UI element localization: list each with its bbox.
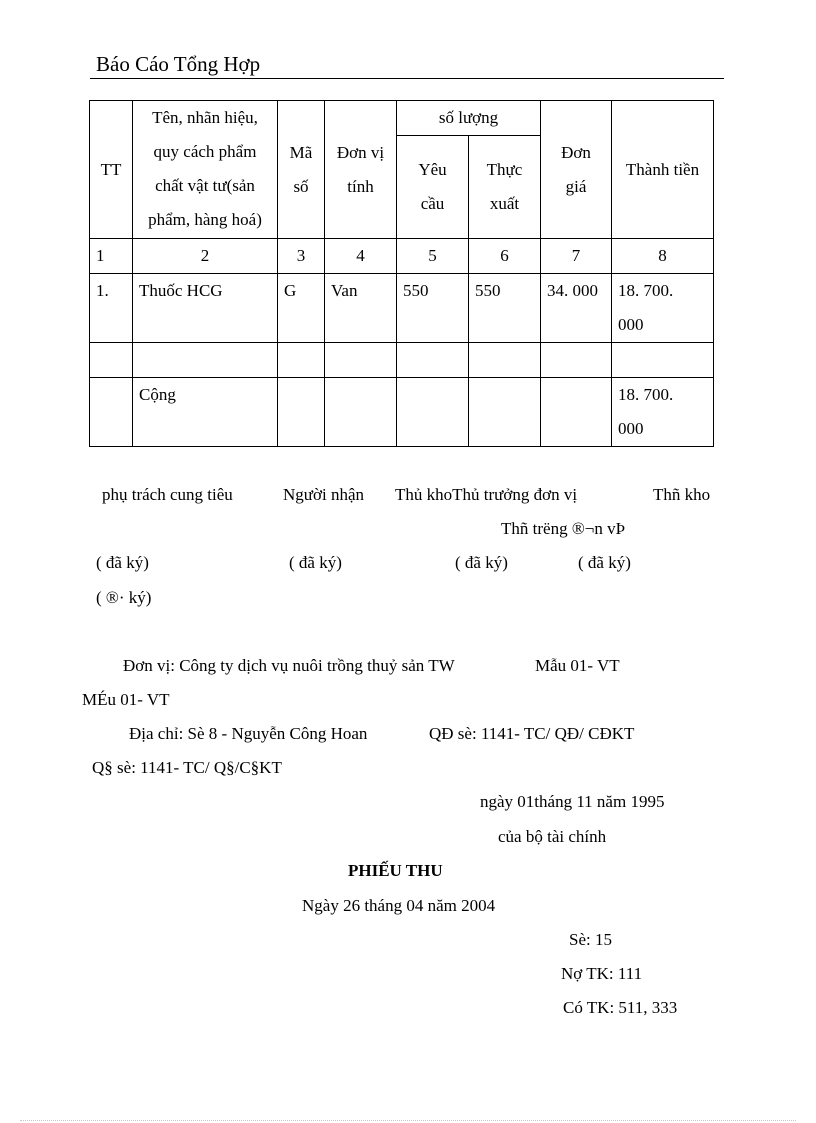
- materials-table: [89, 100, 714, 447]
- sig-thu-kho-thu-truong: Thủ khoThủ trưởng đơn vị: [395, 485, 578, 504]
- header-ten: Tên, nhãn hiệu, quy cách phẩm chất vật tư(sản phẩm, hàng hoá): [133, 101, 278, 239]
- row-yeu-cau: 550: [397, 274, 469, 343]
- form-dia-chi: Địa chỉ: Sè 8 - Nguyễn Công Hoan: [129, 724, 368, 743]
- row-don-vi: Van: [325, 274, 397, 343]
- header-ma-so: Mã số: [278, 101, 325, 239]
- form-mau: Mẫu 01- VT: [535, 656, 620, 675]
- form-ngay-qd: ngày 01tháng 11 năm 1995: [480, 792, 665, 811]
- row-don-gia: 34. 000: [541, 274, 612, 343]
- index-cell: 2: [133, 239, 278, 274]
- page-header-title: Báo Cáo Tổng Hợp: [96, 52, 261, 76]
- row-tt: 1.: [90, 274, 133, 343]
- form-qd-garbled: Q§ sè: 1141- TC/ Q§/C§KT: [92, 758, 282, 777]
- form-no-tk: Nợ TK: 111: [561, 964, 643, 983]
- form-qd: QĐ sè: 1141- TC/ QĐ/ CĐKT: [429, 724, 635, 743]
- header-thuc-xuat: Thực xuất: [469, 136, 541, 239]
- sig-thu-kho-garbled: Thñ kho: [653, 485, 711, 504]
- table-total-row: [90, 378, 714, 447]
- form-don-vi: Đơn vị: Công ty dịch vụ nuôi trồng thuỷ sản TW: [123, 656, 455, 675]
- header-don-vi: Đơn vị tính: [325, 101, 397, 239]
- header-thanh-tien: Thành tiền: [612, 101, 714, 239]
- table-index-row: [90, 239, 714, 274]
- form-ngay: Ngày 26 tháng 04 năm 2004: [302, 896, 496, 915]
- index-cell: 5: [397, 239, 469, 274]
- header-don-gia: Đơn giá: [541, 101, 612, 239]
- signed-garbled: ( ®· ký): [96, 588, 152, 607]
- index-cell: 1: [90, 239, 133, 274]
- index-cell: 4: [325, 239, 397, 274]
- form-cua-bo: của bộ tài chính: [498, 827, 607, 846]
- row-thanh-tien: 18. 700. 000: [612, 274, 714, 343]
- header-yeu-cau: Yêu cầu: [397, 136, 469, 239]
- total-thanh-tien: 18. 700. 000: [612, 378, 714, 447]
- total-label: Cộng: [133, 378, 278, 447]
- index-cell: 7: [541, 239, 612, 274]
- table-row: [90, 274, 714, 343]
- signed-1: ( đã ký): [96, 553, 149, 572]
- header-tt: TT: [90, 101, 133, 239]
- table-header-row: [90, 101, 714, 136]
- row-thuc-xuat: 550: [469, 274, 541, 343]
- row-ten: Thuốc HCG: [133, 274, 278, 343]
- index-cell: 6: [469, 239, 541, 274]
- index-cell: 8: [612, 239, 714, 274]
- sig-nguoi-nhan: Người nhận: [283, 485, 364, 504]
- signed-3: ( đã ký): [455, 553, 508, 572]
- form-so: Sè: 15: [569, 930, 612, 949]
- index-cell: 3: [278, 239, 325, 274]
- row-ma: G: [278, 274, 325, 343]
- header-divider: [90, 78, 724, 79]
- form-co-tk: Có TK: 511, 333: [563, 998, 678, 1017]
- sig-thu-truong-garbled: Thñ trëng ®¬n vÞ: [501, 519, 626, 538]
- form-title: PHIẾU THU: [348, 861, 443, 880]
- table-empty-row: [90, 343, 714, 378]
- sig-phu-trach: phụ trách cung tiêu: [102, 485, 233, 504]
- page-bottom-divider: [20, 1120, 796, 1121]
- signed-2: ( đã ký): [289, 553, 342, 572]
- signed-4: ( đã ký): [578, 553, 631, 572]
- form-mau-garbled: MÉu 01- VT: [82, 690, 170, 709]
- header-so-luong: số lượng: [397, 101, 541, 136]
